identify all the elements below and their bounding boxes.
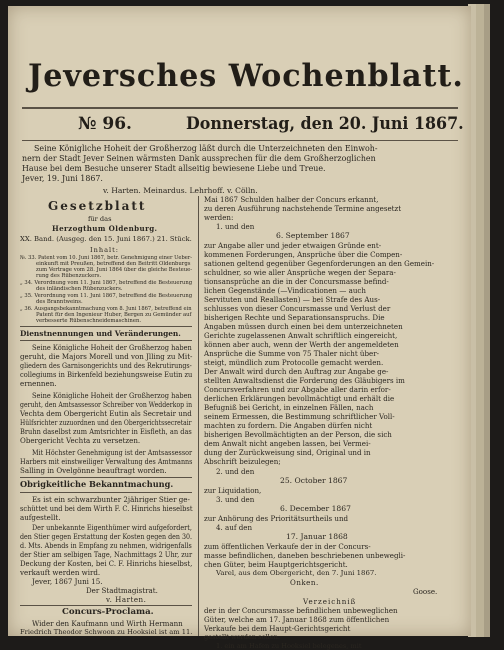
concurs-text-right: 4. auf den (216, 523, 253, 532)
dienst-text: geruht, den Amtsassessor Schreiber von Wedderkop in (20, 400, 193, 409)
gesetzblatt-band: XX. Band. (Ausgeg. den 15. Juni 1867.) 21. Stück. (20, 235, 192, 243)
announcement-date: Jever, 19. Juni 1867. (22, 174, 103, 183)
concurs-text-right: zum öffentlichen Verkaufe der in der Concurs- (204, 542, 371, 551)
dienst-text: ernennen. (20, 379, 57, 388)
concurs-text-right: machten zu fordern. Die Angaben dürfen nicht (204, 421, 373, 430)
verzeichnis-item: 1. ein am Hafen zu Hooksiel belegenes, mit (216, 642, 362, 650)
gesetzblatt-inhalt: Inhalt: (90, 246, 120, 254)
obrigkeit-date: Jever, 1867 Juni 15. (32, 577, 103, 586)
concurs-text-right: derlichen Erklärungen bevollmächtigt und erhält die (204, 394, 395, 403)
court-signature: Goose. (413, 587, 438, 596)
toc-line: des inländischen Rübenzuckers. (36, 286, 123, 292)
concurs-text-right: Servituten und Reallasten) — bei Strafe des Aus- (204, 295, 381, 304)
announcement-line: nern der Stadt Jever Seinen wärmsten Dank aussprechen für die dem Großherzoglichen (22, 154, 376, 163)
obrigkeit-signature: v. Harten. (106, 595, 147, 604)
announcement-line: Seine Königliche Hoheit der Großherzog läßt durch die Unterzeichneten den Einwoh- (34, 144, 378, 153)
rule (20, 492, 192, 493)
court-signature: Onken. (290, 578, 319, 587)
obrigkeit-heading: Obrigkeitliche Bekanntmachung. (20, 479, 174, 489)
toc-line: Patent für den Ingenieur Huber, Bergen zu Gemünder auf (36, 312, 192, 318)
page-stack-edge (484, 4, 490, 637)
concurs-text-right: Befugniß bei Gericht, in einzelnen Fällen, nach (204, 403, 374, 412)
dienst-text: geruht, die Majors Morell und von Jlling zu Mit- (20, 352, 193, 361)
concurs-text-right: Concursverfahren und zur Abgabe aller darin erfor- (204, 385, 391, 394)
gesetzblatt-heading: Gesetzblatt (48, 199, 147, 213)
verzeichnis-text: gestellt werden sollen. (204, 633, 281, 641)
concurs-text-right: zur Angabe aller und jeder etwaigen Gründe ent- (204, 241, 382, 250)
court-date: Varel, aus dem Obergericht, den 7. Juni 1867. (216, 569, 377, 577)
dienst-text: Salling in Ovelgönne beauftragt worden. (20, 466, 167, 475)
term-date: 25. October 1867 (280, 476, 348, 485)
concurs-text-right: Ansprüche die Summe von 75 Thaler nicht über- (204, 349, 380, 358)
toc-line: „ 34. Verordnung vom 11. Juni 1867, betreffend die Besteuerung (20, 280, 193, 286)
rule (20, 605, 192, 606)
concurs-text-right: Abschrift beizulegen; (204, 457, 281, 466)
concurs-text: Friedrich Theodor Schwoon zu Hooksiel ist am 11. (20, 628, 193, 636)
obrigkeit-text: d. Mts. Abends in Empfang zu nehmen, widrigenfalls (20, 541, 192, 550)
dienst-text: Seine Königliche Hoheit der Großherzog haben (32, 391, 192, 400)
dienst-text: Mit Höchster Genehmigung ist der Amtsassessor (32, 448, 193, 457)
issue-number: № 96. (78, 114, 132, 134)
concurs-text-right: zur Liquidation, (204, 486, 262, 495)
obrigkeit-text: Der unbekannte Eigenthümer wird aufgefordert, (32, 523, 192, 532)
concurs-text-right: masse befindlichen, daneben beschriebenen unbewegli- (204, 551, 406, 560)
dienst-text: Seine Königliche Hoheit der Großherzog haben (32, 343, 192, 352)
dienst-text: Bruhn daselbst zum Amtsrichter in Eisfleth, an das (20, 427, 192, 436)
concurs-text-right: lichen Gegenstände (—Vindicationen — auch (204, 286, 366, 295)
masthead-title: Jeversches Wochenblatt. (28, 58, 464, 94)
obrigkeit-text: den Stier gegen Erstattung der Kosten gegen den 30. (20, 532, 193, 541)
concurs-text-right: kommenen Forderungen, Ansprüche über die Compen- (204, 250, 403, 259)
concurs-text-right: dem Anwalt nicht angeben lassen, bei Vermei- (204, 439, 371, 448)
concurs-text-right: seinem Ermessen, die Bestimmung schriftlicher Voll- (204, 412, 395, 421)
term-date: 6. September 1867 (276, 231, 350, 240)
obrigkeit-text: schüttet und bei dem Wirth F. C. Hinrichs hieselbst (20, 504, 193, 513)
toc-line: zum Vertrage vom 28. Juni 1864 über die gleiche Besteue- (36, 267, 192, 273)
term-marker: 1. und den (216, 222, 255, 231)
verzeichnis-text: Verkaufe bei dem Haupt-Gerichtsgericht (204, 624, 351, 633)
issue-dateline: Donnerstag, den 20. Juni 1867. (186, 114, 464, 134)
dienst-text: Hülfsrichter zuzuordnen und den Obergerichtssecretair (20, 418, 192, 427)
concurs-text-right: zur Anhörung des Prioritätsurtheils und (204, 514, 349, 523)
rule (20, 340, 192, 341)
toc-line: №. 33. Patent vom 10. Juni 1867, betr. Genehmigung einer Ueber- (20, 255, 193, 261)
concurs-text-right: können aber auch, wenn der Werth der angemeldeten (204, 340, 399, 349)
concurs-text-right: werden: (204, 213, 234, 222)
concurs-text-right: bisherigen Bevollmächtigten an der Person, die sich (204, 430, 392, 439)
concurs-text-right: Mai 1867 Schulden halber der Concurs erkannt, (204, 195, 379, 204)
dienst-text: Harbers mit einstweiliger Verwaltung des Amtmanns (20, 457, 193, 466)
toc-line: des Branntweins. (36, 299, 83, 305)
rule (22, 107, 458, 109)
term-date: 17. Januar 1868 (286, 532, 348, 541)
verzeichnis-heading: Verzeichniß (303, 597, 357, 606)
concurs-text-right: Angaben müssen durch einen bei dem unterzeichneten (204, 322, 403, 331)
gesetzblatt-fuer: für das (88, 215, 112, 223)
column-rule (198, 196, 199, 636)
obrigkeit-text: aufgestellt. (20, 513, 61, 522)
concurs-text-right: chen Güter, beim Hauptgerichtsgericht. (204, 560, 348, 569)
term-date: 6. December 1867 (280, 504, 351, 513)
concurs-text-right: bisherigen Rechte und Separationsanspruchs. Die (204, 313, 385, 322)
obrigkeit-signature: Der Stadtmagistrat. (86, 586, 158, 595)
rule (20, 477, 192, 478)
concurs-heading: Concurs-Proclama. (62, 607, 154, 617)
dienst-text: Vechta dem Obergericht Eutin als Secretair und (20, 409, 192, 418)
rule (20, 326, 192, 327)
concurs-text-right: tionsansprüche an die in der Concursmasse befind- (204, 277, 389, 286)
gesetzblatt-herzogtum: Herzogthum Oldenburg. (52, 224, 158, 233)
concurs-text: Wider den Kaufmann und Wirth Hermann (32, 619, 183, 628)
toc-line: „ 35. Verordnung vom 11. Juni 1867, betreffend die Besteuerung (20, 293, 193, 299)
concurs-text-right: steigt, mündlich zum Protocolle gemacht werden. (204, 358, 384, 367)
rule (22, 140, 458, 141)
toc-line: verbesserte Rübenschneidemaschinen. (36, 318, 142, 324)
concurs-text-right: Gerichte zugelassenen Anwalt schriftlich eingereicht, (204, 331, 398, 340)
announcement-line: Hause bei dem Besuche unserer Stadt allseitig bewiesene Liebe und Treue. (22, 164, 326, 173)
concurs-text-right: schuldner, so wie aller Ansprüche wegen der Separa- (204, 268, 396, 277)
concurs-text-right: Der Anwalt wird durch den Auftrag zur Angabe ge- (204, 367, 389, 376)
announcement-signatures: v. Harten. Meinardus. Lehrhoff. v. Cölln. (103, 186, 258, 195)
newspaper-page (8, 6, 471, 650)
dienst-text: gliedern des Garnisongerichts und des Rekrutirungs- (20, 361, 192, 370)
dienst-text: collegiums in Birkenfeld beziehungsweise Eutin zu (20, 370, 193, 379)
concurs-text-right: dung der Zurückweisung sind, Original und in (204, 448, 371, 457)
dienst-heading: Dienstnennungen und Veränderungen. (20, 329, 181, 338)
term-marker: 3. und den (216, 495, 255, 504)
concurs-text-right: schlusses von dieser Concursmasse und Verlust der (204, 304, 391, 313)
verzeichnis-text: Güter, welche am 17. Januar 1868 zum öffentlichen (204, 615, 390, 624)
concurs-text-right: sationen geltend gegenüber Gegenforderungen an den Gemein- (204, 259, 435, 268)
toc-line: einkunft mit Preußen, betreffend den Beitritt Oldenburgs (36, 261, 191, 267)
obrigkeit-text: Es ist ein schwarzbunter 2jähriger Stier ge- (32, 495, 190, 504)
concurs-text-right: stellten Anwaltsdienst die Forderung des Gläubigers im (204, 376, 405, 385)
verzeichnis-text: der in der Concursmasse befindlichen unbeweglichen (204, 606, 398, 615)
obrigkeit-text: Deckung der Kosten, bei C. F. Hinrichs hieselbst, (20, 559, 193, 568)
concurs-text-right: zu deren Ausführung nachstehende Termine angesetzt (204, 204, 402, 213)
obrigkeit-text: verkauft werden wird. (20, 568, 101, 577)
toc-line: „ 36. Ausgangsbekanntmachung vom 8. Juni 1867, betreffend ein (20, 306, 192, 312)
term-marker: 2. und den (216, 467, 255, 476)
dienst-text: Obergericht Vechta zu versetzen. (20, 436, 141, 445)
obrigkeit-text: der Stier am selbigen Tage, Nachmittags 2 Uhr, zur (20, 550, 193, 559)
toc-line: rung des Rübenzuckers. (36, 273, 102, 279)
